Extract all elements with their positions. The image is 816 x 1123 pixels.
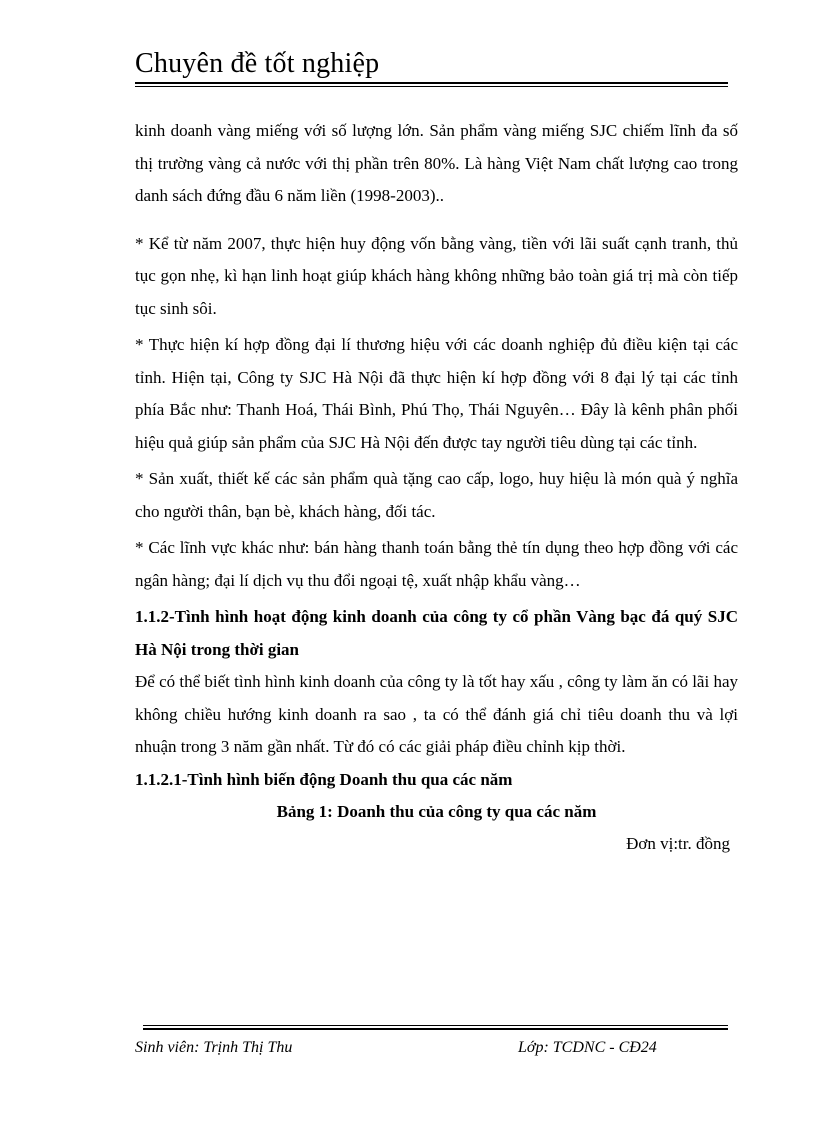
page-header-title: Chuyên đề tốt nghiệp — [135, 48, 380, 79]
paragraph-3: * Thực hiện kí hợp đồng đại lí thương hiệu với các doanh nghiệp đủ điều kiện tại các tỉnh. Hiện tại, Công ty SJC Hà Nội đã thực hiện kí hợp đồng với 8 đại lý tại các tỉnh phía Bắc như: Thanh Hoá, Thái Bình, Phú Thọ, Thái Nguyên… Đây là kênh phân phối hiệu quả giúp sản phẩm của SJC Hà Nội đến được tay người tiêu dùng tại các tỉnh. — [135, 335, 738, 452]
section-heading-1-1-2: 1.1.2-Tình hình hoạt động kinh doanh của công ty cổ phần Vàng bạc đá quý SJC Hà Nội trong thời gian — [135, 607, 738, 659]
unit-label: Đơn vị:tr. đồng — [626, 834, 730, 853]
header-rule-thick — [135, 82, 728, 84]
footer-rule-thin — [143, 1025, 728, 1026]
paragraph-6: Để có thể biết tình hình kinh doanh của công ty là tốt hay xấu , công ty làm ăn có lãi hay không chiều hướng kinh doanh ra sao , ta có thể đánh giá chỉ tiêu doanh thu và lợi nhuận trong 3 năm gần nhất. Từ đó có các giải pháp điều chỉnh kịp thời. — [135, 672, 738, 756]
paragraph-2: * Kể từ năm 2007, thực hiện huy động vốn bằng vàng, tiền với lãi suất cạnh tranh, thủ tục gọn nhẹ, kì hạn linh hoạt giúp khách hàng không những bảo toàn giá trị mà còn tiếp tục sinh sôi. — [135, 233, 738, 318]
footer-class: Lớp: TCDNC - CĐ24 — [518, 1039, 657, 1056]
document-body — [135, 115, 738, 860]
paragraph-1: kinh doanh vàng miếng với số lượng lớn. Sản phẩm vàng miếng SJC chiếm lĩnh đa số thị trường vàng cả nước với thị phần trên 80%. Là hàng Việt Nam chất lượng cao trong danh sách đứng đầu 6 năm liền (1998-2003).. — [135, 121, 738, 205]
footer-student-name: Sinh viên: Trịnh Thị Thu — [135, 1039, 293, 1056]
header-rule-thin — [135, 86, 728, 87]
section-heading-1-1-2-1: 1.1.2.1-Tình hình biến động Doanh thu qua các năm — [135, 769, 513, 789]
table-caption: Bảng 1: Doanh thu của công ty qua các năm — [276, 802, 597, 821]
footer-rule-thick — [143, 1028, 728, 1030]
paragraph-4: * Sản xuất, thiết kế các sản phẩm quà tặng cao cấp, logo, huy hiệu là món quà ý nghĩa cho người thân, bạn bè, khách hàng, đối tác. — [135, 469, 738, 521]
paragraph-5: * Các lĩnh vực khác như: bán hàng thanh toán bằng thẻ tín dụng theo hợp đồng với các ngân hàng; đại lí dịch vụ thu đổi ngoại tệ, xuất nhập khẩu vàng… — [135, 538, 738, 590]
